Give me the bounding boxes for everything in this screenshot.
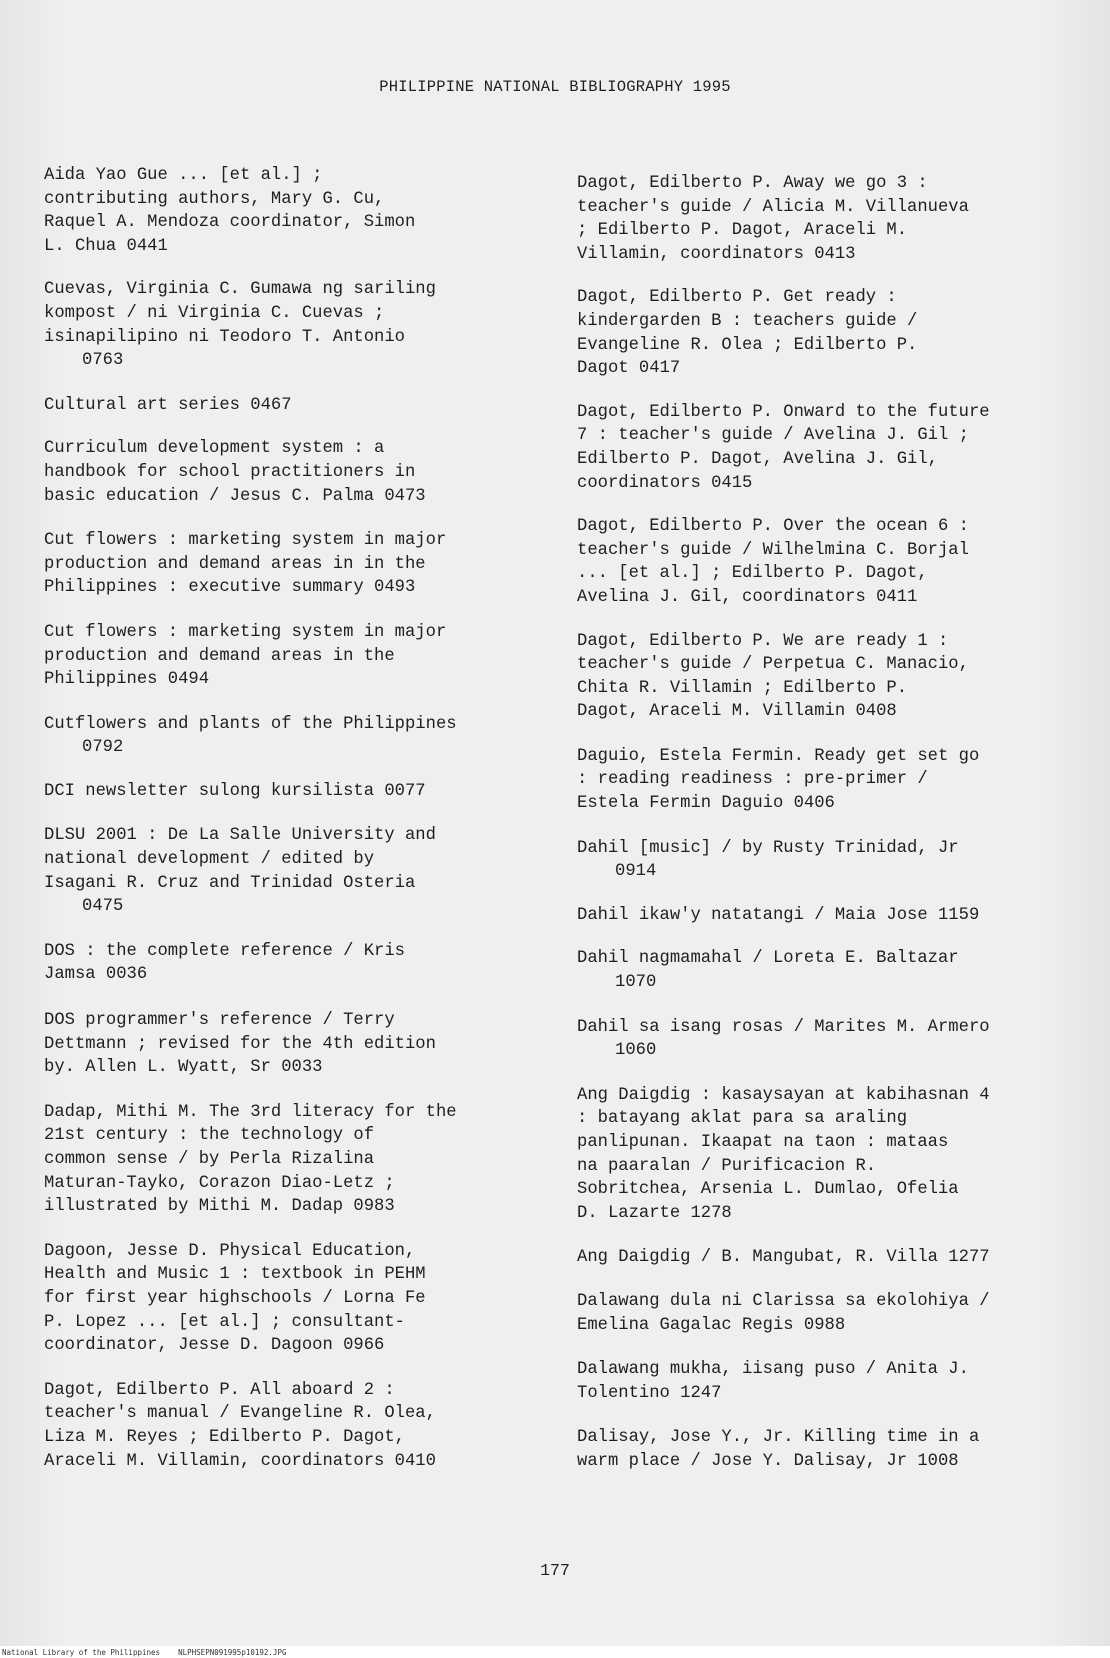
entry-line: production and demand areas in in the — [44, 554, 426, 574]
entry-line: Dagot, Edilberto P. Get ready : — [577, 288, 897, 308]
entry-line: Cut flowers : marketing system in major — [44, 622, 447, 642]
bibliography-entry — [577, 745, 1087, 816]
entry-line: Dahil sa isang rosas / Marites M. Armero — [577, 1017, 990, 1037]
entry-line: DLSU 2001 : De La Salle University and — [44, 826, 436, 846]
bibliography-entry — [577, 904, 1087, 928]
entry-line: Raquel A. Mendoza coordinator, Simon — [44, 213, 416, 233]
bibliography-entry — [44, 164, 544, 258]
bibliography-entry — [577, 837, 1087, 884]
entry-line: for first year highschools / Lorna Fe — [44, 1288, 426, 1308]
entry-line: Philippines 0494 — [44, 670, 210, 690]
entry-line: DOS programmer's reference / Terry — [44, 1011, 395, 1031]
bibliography-entry — [44, 278, 544, 372]
bibliography-entry — [577, 172, 1087, 266]
entry-line: Chita R. Villamin ; Edilberto P. — [577, 678, 908, 698]
entry-line: Dahil ikaw'y natatangi / Maia Jose 1159 — [577, 905, 980, 925]
entry-line: teacher's guide / Wilhelmina C. Borjal — [577, 540, 969, 560]
entry-line: 7 : teacher's guide / Avelina J. Gil ; — [577, 426, 969, 446]
entry-line: panlipunan. Ikaapat na taon : mataas — [577, 1133, 949, 1152]
bibliography-entry — [44, 780, 544, 804]
entry-line: Cuevas, Virginia C. Gumawa ng sariling — [44, 280, 436, 300]
bibliography-entry — [44, 940, 544, 987]
entry-line: Cutflowers and plants of the Philippines — [44, 714, 457, 734]
footer-caption: National Library of the Philippines NLPHSEPN091995p10192.JPG — [2, 1648, 287, 1657]
entry-line: Maturan-Tayko, Corazon Diao-Letz ; — [44, 1173, 395, 1193]
entry-line: Dagot, Araceli M. Villamin 0408 — [577, 702, 897, 722]
entry-line: coordinators 0415 — [577, 473, 753, 493]
entry-line: Estela Fermin Daguio 0406 — [577, 794, 835, 814]
entry-line: kompost / ni Virginia C. Cuevas ; — [44, 303, 385, 323]
entry-line: Aida Yao Gue ... [et al.] ; — [44, 166, 323, 185]
entry-line: kindergarden B : teachers guide / — [577, 311, 918, 331]
entry-line: Dagot, Edilberto P. Onward to the future — [577, 402, 990, 422]
bibliography-entry — [577, 515, 1087, 609]
entry-line: Philippines : executive summary 0493 — [44, 578, 416, 598]
entry-line: Liza M. Reyes ; Edilberto P. Dagot, — [44, 1427, 405, 1447]
entry-line: Villamin, coordinators 0413 — [577, 244, 856, 264]
bibliography-entry — [44, 1379, 544, 1473]
entry-line: Araceli M. Villamin, coordinators 0410 — [44, 1451, 436, 1471]
entry-line: Emelina Gagalac Regis 0988 — [577, 1315, 846, 1335]
entry-line: Isagani R. Cruz and Trinidad Osteria — [44, 873, 416, 893]
bibliography-entry — [44, 713, 544, 760]
entry-line: Evangeline R. Olea ; Edilberto P. — [577, 335, 918, 355]
entry-line: Ang Daigdig / B. Mangubat, R. Villa 1277 — [577, 1248, 990, 1268]
bibliography-entry — [577, 286, 1087, 380]
entry-line: Dadap, Mithi M. The 3rd literacy for the — [44, 1102, 457, 1122]
entry-line: handbook for school practitioners in — [44, 462, 416, 482]
entry-line: P. Lopez ... [et al.] ; consultant- — [44, 1312, 405, 1332]
entry-line: 0792 — [82, 738, 124, 758]
entry-line: Dagot 0417 — [577, 359, 681, 379]
entry-line: 0763 — [82, 351, 124, 371]
entry-line: coordinator, Jesse D. Dagoon 0966 — [44, 1336, 385, 1356]
entry-line: Jamsa 0036 — [44, 965, 148, 985]
bibliography-entry — [44, 1101, 544, 1219]
page-number: 177 — [540, 1561, 570, 1580]
entry-line: production and demand areas in the — [44, 646, 395, 666]
bibliography-entry — [44, 529, 544, 600]
page-title: PHILIPPINE NATIONAL BIBLIOGRAPHY 1995 — [379, 78, 731, 96]
entry-line: 21st century : the technology of — [44, 1126, 375, 1146]
entry-line: Dahil nagmamahal / Loreta E. Baltazar — [577, 949, 959, 969]
entry-line: teacher's guide / Perpetua C. Manacio, — [577, 655, 969, 675]
entry-line: warm place / Jose Y. Dalisay, Jr 1008 — [577, 1451, 959, 1471]
right-column — [577, 152, 1087, 1474]
entry-line: contributing authors, Mary G. Cu, — [44, 189, 385, 209]
entry-line: basic education / Jesus C. Palma 0473 — [44, 486, 426, 506]
entry-line: ; Edilberto P. Dagot, Araceli M. — [577, 221, 908, 241]
entry-line: Dettmann ; revised for the 4th edition — [44, 1034, 436, 1054]
bibliography-entry — [44, 394, 544, 418]
entry-line: Avelina J. Gil, coordinators 0411 — [577, 587, 918, 607]
entry-line: Health and Music 1 : textbook in PEHM — [44, 1265, 426, 1285]
entry-line: Sobritchea, Arsenia L. Dumlao, Ofelia — [577, 1180, 959, 1200]
entry-line: Dagoon, Jesse D. Physical Education, — [44, 1241, 416, 1261]
entry-line: Daguio, Estela Fermin. Ready get set go — [577, 746, 980, 766]
entry-line: Dahil [music] / by Rusty Trinidad, Jr — [577, 838, 959, 858]
bibliography-entry — [44, 1240, 544, 1358]
entry-line: Cut flowers : marketing system in major — [44, 531, 447, 551]
bibliography-entry — [44, 1009, 544, 1080]
entry-line: illustrated by Mithi M. Dadap 0983 — [44, 1197, 395, 1217]
entry-line: 0475 — [82, 897, 124, 917]
entry-line: 0914 — [615, 862, 657, 882]
entry-line: DCI newsletter sulong kursilista 0077 — [44, 781, 426, 801]
bibliography-entry — [44, 621, 544, 692]
bibliography-entry — [577, 947, 1087, 994]
entry-line: Dagot, Edilberto P. We are ready 1 : — [577, 631, 949, 651]
entry-line: 1070 — [615, 973, 657, 993]
bibliography-entry — [577, 1358, 1087, 1405]
entry-line: Dalisay, Jose Y., Jr. Killing time in a — [577, 1428, 980, 1448]
bibliography-entry — [44, 437, 544, 508]
entry-line: Curriculum development system : a — [44, 439, 385, 459]
entry-line: Edilberto P. Dagot, Avelina J. Gil, — [577, 449, 938, 469]
entry-line: Ang Daigdig : kasaysayan at kabihasnan 4 — [577, 1085, 990, 1105]
bibliography-entry — [577, 1084, 1087, 1226]
bibliography-entry — [577, 1016, 1087, 1063]
entry-line: : batayang aklat para sa araling — [577, 1109, 908, 1129]
entry-line: national development / edited by — [44, 850, 375, 870]
entry-line: na paaralan / Purificacion R. — [577, 1156, 877, 1176]
bibliography-entry — [577, 1426, 1087, 1473]
entry-line: common sense / by Perla Rizalina — [44, 1150, 375, 1169]
bibliography-entry — [577, 630, 1087, 724]
entry-line: Cultural art series 0467 — [44, 395, 292, 415]
bibliography-entry — [577, 401, 1087, 495]
entry-line: Dagot, Edilberto P. All aboard 2 : — [44, 1380, 395, 1400]
entry-line: L. Chua 0441 — [44, 236, 168, 256]
entry-line: isinapilipino ni Teodoro T. Antonio — [44, 327, 405, 347]
bibliography-entry — [44, 824, 544, 918]
entry-line: teacher's manual / Evangeline R. Olea, — [44, 1404, 436, 1424]
entry-line: 1060 — [615, 1041, 657, 1061]
entry-line: D. Lazarte 1278 — [577, 1203, 732, 1223]
left-column — [44, 144, 544, 1473]
entry-line: Tolentino 1247 — [577, 1383, 722, 1403]
entry-line: Dalawang mukha, iisang puso / Anita J. — [577, 1360, 969, 1380]
entry-line: : reading readiness : pre-primer / — [577, 770, 928, 790]
entry-line: DOS : the complete reference / Kris — [44, 941, 405, 961]
entry-line: teacher's guide / Alicia M. Villanueva — [577, 197, 969, 217]
entry-line: ... [et al.] ; Edilberto P. Dagot, — [577, 564, 928, 584]
entry-line: Dagot, Edilberto P. Over the ocean 6 : — [577, 517, 969, 537]
bibliography-entry — [577, 1246, 1087, 1270]
bibliography-entry — [577, 1290, 1087, 1337]
entry-line: Dagot, Edilberto P. Away we go 3 : — [577, 174, 928, 193]
entry-line: Dalawang dula ni Clarissa sa ekolohiya / — [577, 1291, 990, 1311]
entry-line: by. Allen L. Wyatt, Sr 0033 — [44, 1058, 323, 1078]
